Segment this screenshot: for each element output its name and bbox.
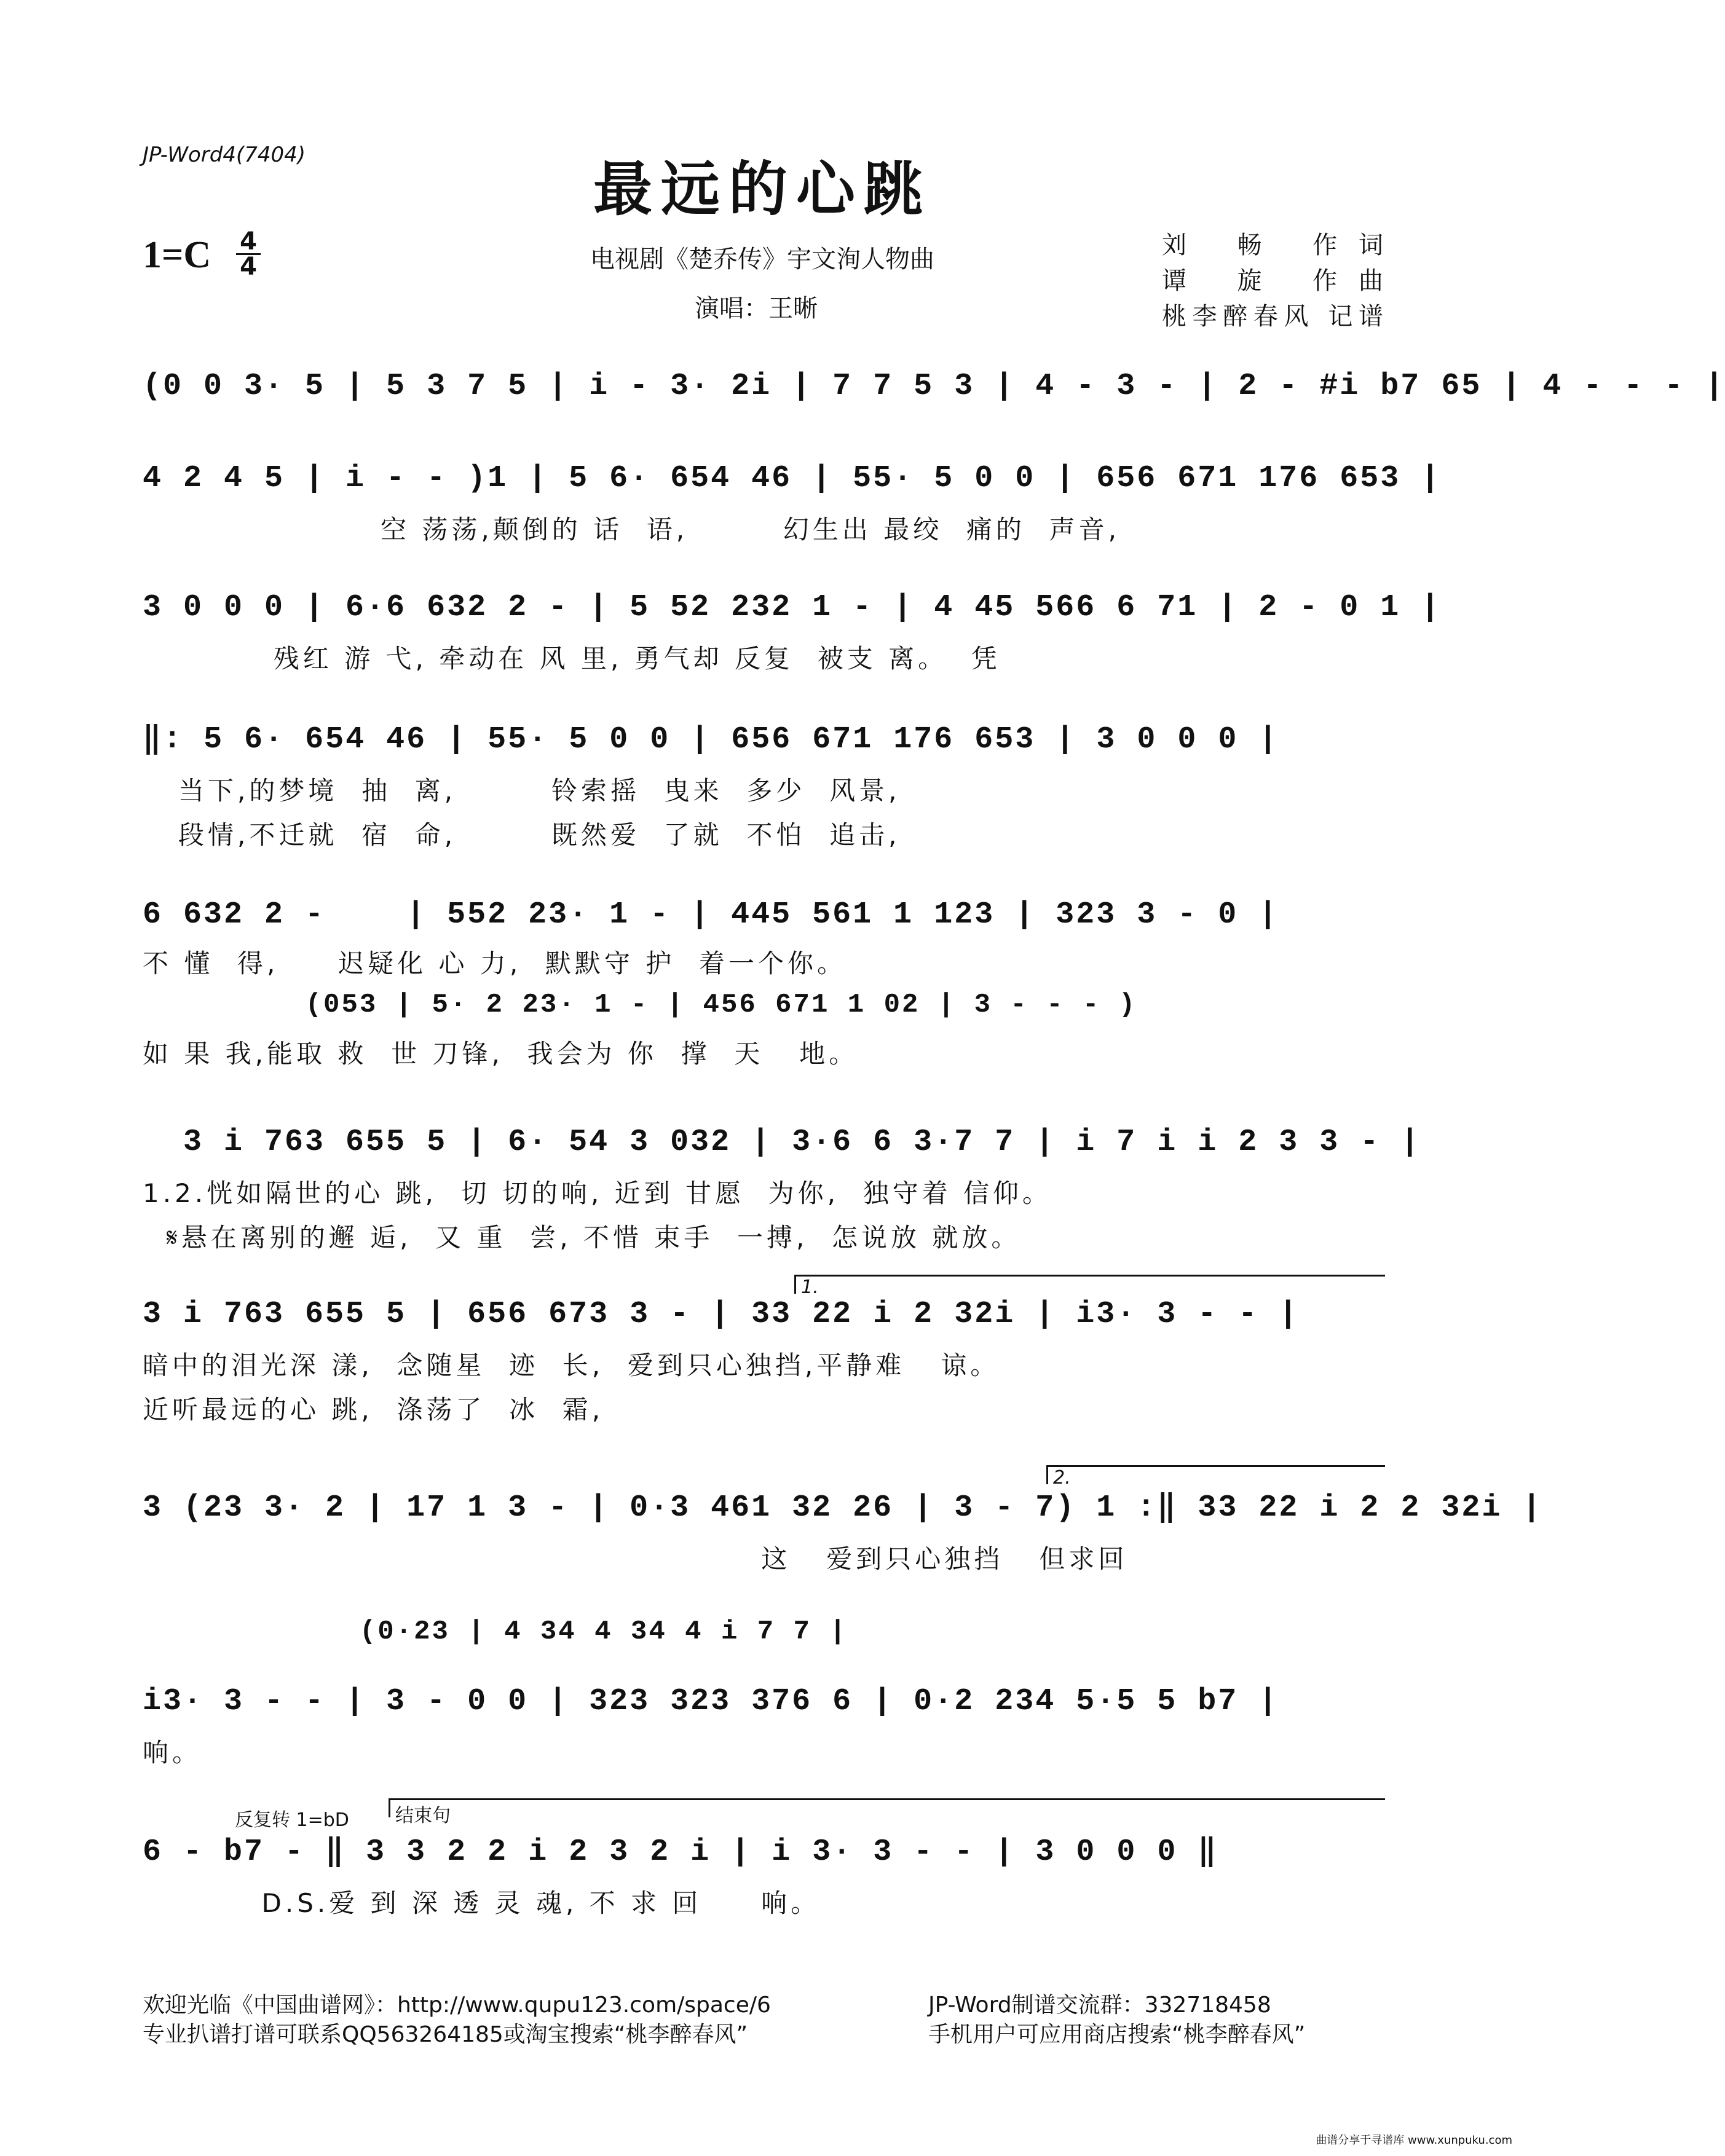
ending-label: 结束句 — [389, 1798, 1385, 1817]
notation: i3· 3 - - | 3 - 0 0 | 323 323 376 6 | 0·2 234 5·5 5 b7 | — [143, 1684, 1279, 1719]
lyric: D.S.爱 到 深 透 灵 魂, 不 求 回 响。 — [143, 1888, 821, 1918]
lyric: 当下,的梦境 抽 离, 铃索摇 曳来 多少 风景, — [143, 776, 901, 806]
subtitle: 电视剧《楚乔传》宇文洵人物曲 — [590, 245, 934, 273]
key-signature: 1=C — [143, 234, 211, 276]
footer-left-1: 欢迎光临《中国曲谱网》：http://www.qupu123.com/space/6 — [143, 1993, 771, 2018]
notation: 6 632 2 - | 552 23· 1 - | 445 561 1 123 | 323 3 - 0 | — [143, 897, 1279, 932]
notation: (053 | 5· 2 23· 1 - | 456 671 1 02 | 3 - - - ) — [143, 989, 1137, 1020]
time-bottom: 4 — [236, 253, 261, 278]
notation: 3 (23 3· 2 | 17 1 3 - | 0·3 461 32 26 | 3 - 7) 1 :‖ 33 22 i 2 2 32i | — [143, 1490, 1543, 1525]
time-top: 4 — [240, 227, 257, 256]
score-line-3 — [143, 590, 1442, 675]
footer-left-2: 专业扒谱打谱可联系QQ563264185或淘宝搜索“桃李醉春风” — [143, 2022, 748, 2047]
score-line-5 — [143, 897, 1382, 980]
lyric: 残红 游 弋, 牵动在 风 里, 勇气却 反复 被支 离。 凭 — [143, 643, 1001, 674]
lyricist: 刘 畅 作词 — [1162, 231, 1383, 259]
lyric: 1.2.恍如隔世的心 跳, 切 切的响, 近到 甘愿 为你, 独守着 信仰。 — [143, 1178, 1052, 1208]
volta-1: 1. — [794, 1275, 1385, 1294]
volta-2: 2. — [1046, 1465, 1385, 1484]
notation: (0·23 | 4 34 4 34 4 i 7 7 | — [143, 1616, 848, 1647]
score-line-2 — [143, 461, 1442, 546]
lyric: 这 爱到只心独挡 但求回 — [143, 1544, 1128, 1574]
notation: 3 0 0 0 | 6·6 632 2 - | 5 52 232 1 - | 4 45 566 6 71 | 2 - 0 1 | — [143, 590, 1442, 625]
lyric: 不 懂 得, 迟疑化 心 力, 默默守 护 着一个你。 — [143, 948, 847, 978]
score-line-8 — [143, 1277, 1382, 1426]
transcriber: 桃李醉春风 记谱 — [1162, 302, 1383, 331]
notation: 3 i 763 655 5 | 656 673 3 - | 33 22 i 2 32i | i3· 3 - - | — [143, 1297, 1300, 1332]
lyric-verse-2: 段情,不迁就 宿 命, 既然爱 了就 不怕 追击, — [143, 820, 901, 850]
score-line-10 — [143, 1616, 1382, 1647]
footer-right-1: JP-Word制谱交流群：332718458 — [928, 1993, 1271, 2018]
lyric: 如 果 我,能取 救 世 刀锋, 我会为 你 撑 天 地。 — [143, 1039, 859, 1069]
lyric-verse-2: 𝄋悬在离别的邂 逅, 又 重 尝, 不惜 束手 一搏, 怎说放 就放。 — [143, 1222, 1021, 1253]
notation: ‖: 5 6· 654 46 | 55· 5 0 0 | 656 671 176 653 | 3 0 0 0 | — [143, 722, 1279, 757]
score-line-12 — [143, 1805, 1382, 1920]
notation: 3 i 763 655 5 | 6· 54 3 032 | 3·6 6 3·7 7 | i 7 i i 2 3 3 - | — [143, 1125, 1421, 1160]
lyric-verse-2: 近听最远的心 跳, 涤荡了 冰 霜, — [143, 1395, 604, 1425]
singer: 演唱：王晰 — [695, 294, 818, 323]
notation: 4 2 4 5 | i - - )1 | 5 6· 654 46 | 55· 5 0 0 | 656 671 176 653 | — [143, 461, 1442, 496]
score-line-1 — [143, 369, 1725, 404]
footer-right-2: 手机用户可应用商店搜索“桃李醉春风” — [928, 2022, 1306, 2047]
repeat-key-change: 反复转 1=bD — [235, 1809, 349, 1831]
lyric: 暗中的泪光深 漾, 念随星 迹 长, 爱到只心独挡,平静难 谅。 — [143, 1350, 1000, 1380]
score-line-11 — [143, 1684, 1382, 1769]
score-code: JP-Word4(7404) — [143, 143, 306, 167]
song-title: 最远的心跳 — [593, 154, 931, 224]
score-line-7 — [143, 1125, 1421, 1254]
lyric: 响。 — [143, 1737, 202, 1768]
score-line-9 — [143, 1467, 1543, 1576]
score-line-6 — [143, 989, 1382, 1071]
notation: (0 0 3· 5 | 5 3 7 5 | i - 3· 2i | 7 7 5 3 | 4 - 3 - | 2 - #i b7 65 | 4 - - - | — [143, 369, 1725, 404]
watermark: 曲谱分享于寻谱库 www.xunpuku.com — [1316, 2134, 1512, 2147]
credits — [1162, 227, 1383, 334]
notation: 6 - b7 - ‖ 3 3 2 2 i 2 3 2 i | i 3· 3 - - | 3 0 0 0 ‖ — [143, 1835, 1218, 1870]
composer: 谭 旋 作曲 — [1162, 267, 1383, 295]
score-line-4 — [143, 719, 1382, 852]
lyric: 空 荡荡,颠倒的 话 语, 幻生出 最绞 痛的 声音, — [143, 514, 1121, 545]
